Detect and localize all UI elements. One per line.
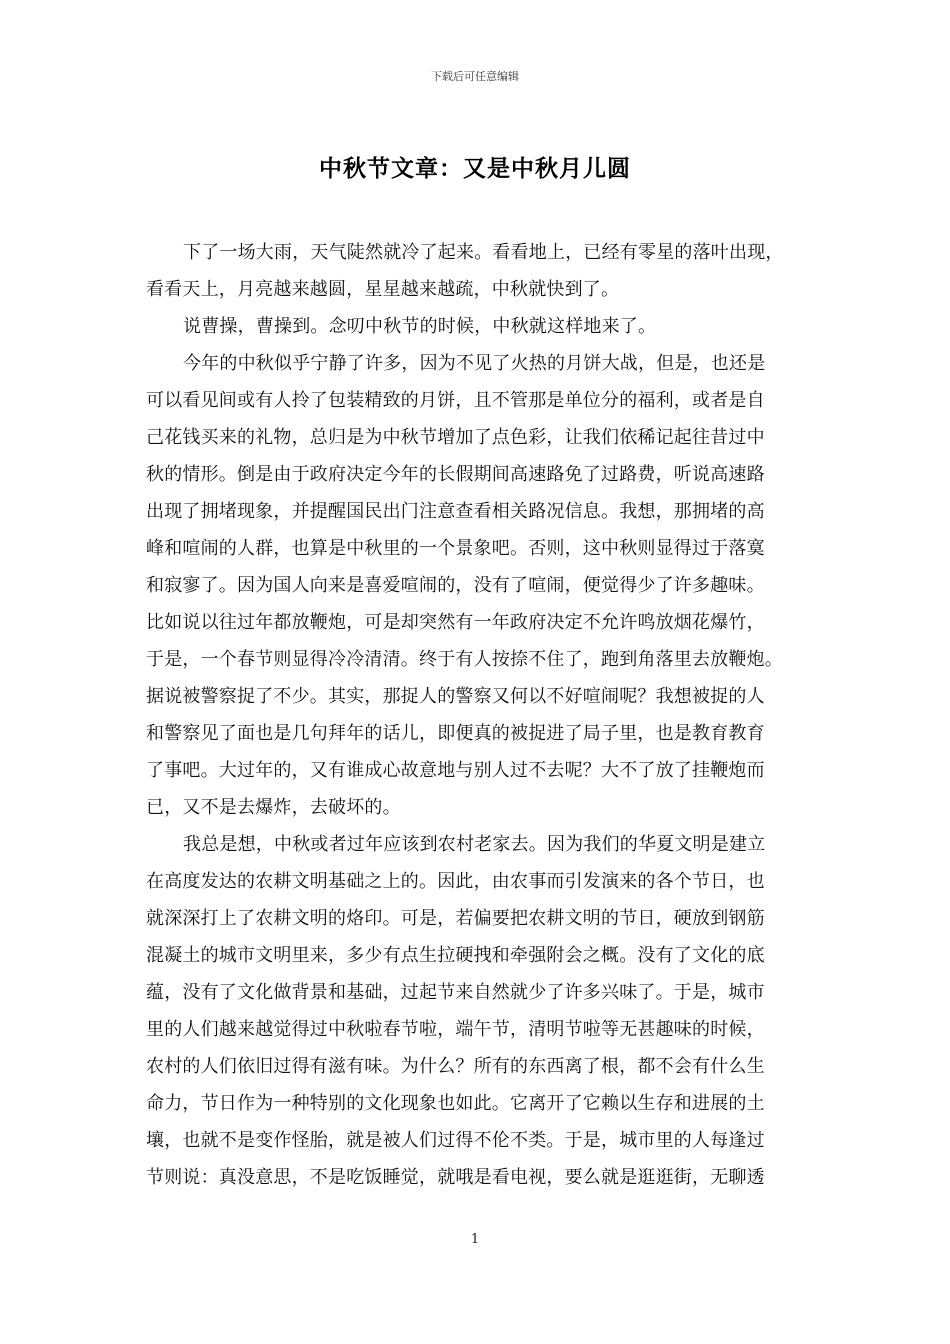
text-line: 己花钱买来的礼物，总归是为中秋节增加了点色彩，让我们依稀记起往昔过中 bbox=[146, 427, 765, 448]
paragraph-2 bbox=[146, 308, 818, 345]
text-line: 了事吧。大过年的，又有谁成心故意地与别人过不去呢？大不了放了挂鞭炮而 bbox=[146, 760, 765, 781]
document-title: 中秋节文章：又是中秋月儿圆 bbox=[319, 156, 631, 182]
page-header: 下载后可任意编辑 bbox=[431, 70, 519, 83]
text-line: 我总是想，中秋或者过年应该到农村老家去。因为我们的华夏文明是建立 bbox=[183, 834, 766, 855]
text-line: 据说被警察捉了不少。其实，那捉人的警察又何以不好喧闹呢？我想被捉的人 bbox=[146, 686, 765, 707]
text-line: 于是，一个春节则显得冷冷清清。终于有人按捺不住了，跑到角落里去放鞭炮。 bbox=[146, 649, 783, 670]
text-line: 已，又不是去爆炸，去破坏的。 bbox=[146, 797, 401, 818]
paragraph-1 bbox=[146, 234, 818, 308]
text-line: 看看天上，月亮越来越圆，星星越来越疏，中秋就快到了。 bbox=[146, 279, 620, 300]
text-line: 在高度发达的农耕文明基础之上的。因此，由农事而引发演来的各个节日，也 bbox=[146, 871, 765, 892]
text-line: 里的人们越来越觉得过中秋啦春节啦，端午节，清明节啦等无甚趣味的时候， bbox=[146, 1019, 765, 1040]
text-line: 出现了拥堵现象，并提醒国民出门注意查看相关路况信息。我想，那拥堵的高 bbox=[146, 501, 765, 522]
text-line: 和警察见了面也是几句拜年的话儿，即便真的被捉进了局子里，也是教育教育 bbox=[146, 723, 765, 744]
text-line: 可以看见间或有人拎了包装精致的月饼，且不管那是单位分的福利，或者是自 bbox=[146, 390, 765, 411]
text-line: 今年的中秋似乎宁静了许多，因为不见了火热的月饼大战，但是，也还是 bbox=[183, 353, 766, 374]
text-line: 比如说以往过年都放鞭炮，可是却突然有一年政府决定不允许鸣放烟花爆竹， bbox=[146, 612, 765, 633]
text-line: 命力，节日作为一种特别的文化现象也如此。它离开了它赖以生存和进展的土 bbox=[146, 1093, 765, 1114]
text-line: 节则说：真没意思，不是吃饭睡觉，就哦是看电视，要么就是逛逛街，无聊透 bbox=[146, 1167, 765, 1188]
text-line: 混凝土的城市文明里来，多少有点生拉硬拽和牵强附会之概。没有了文化的底 bbox=[146, 945, 765, 966]
paragraph-3 bbox=[146, 345, 818, 826]
text-line: 峰和喧闹的人群，也算是中秋里的一个景象吧。否则，这中秋则显得过于落寞 bbox=[146, 538, 765, 559]
text-line: 农村的人们依旧过得有滋有味。为什么？所有的东西离了根，都不会有什么生 bbox=[146, 1056, 765, 1077]
document-body bbox=[146, 234, 818, 1196]
text-line: 蕴，没有了文化做背景和基础，过起节来自然就少了许多兴味了。于是，城市 bbox=[146, 982, 765, 1003]
text-line: 秋的情形。倒是由于政府决定今年的长假期间高速路免了过路费，听说高速路 bbox=[146, 464, 765, 485]
paragraph-4 bbox=[146, 826, 818, 1196]
text-line: 说曹操，曹操到。念叨中秋节的时候，中秋就这样地来了。 bbox=[183, 316, 657, 337]
text-line: 下了一场大雨，天气陡然就冷了起来。看看地上，已经有零星的落叶出现， bbox=[183, 242, 784, 263]
page-number: 1 bbox=[470, 1232, 480, 1247]
text-line: 就深深打上了农耕文明的烙印。可是，若偏要把农耕文明的节日，硬放到钢筋 bbox=[146, 908, 765, 929]
text-line: 和寂寥了。因为国人向来是喜爱喧闹的，没有了喧闹，便觉得少了许多趣味。 bbox=[146, 575, 765, 596]
text-line: 壤，也就不是变作怪胎，就是被人们过得不伦不类。于是，城市里的人每逢过 bbox=[146, 1130, 765, 1151]
